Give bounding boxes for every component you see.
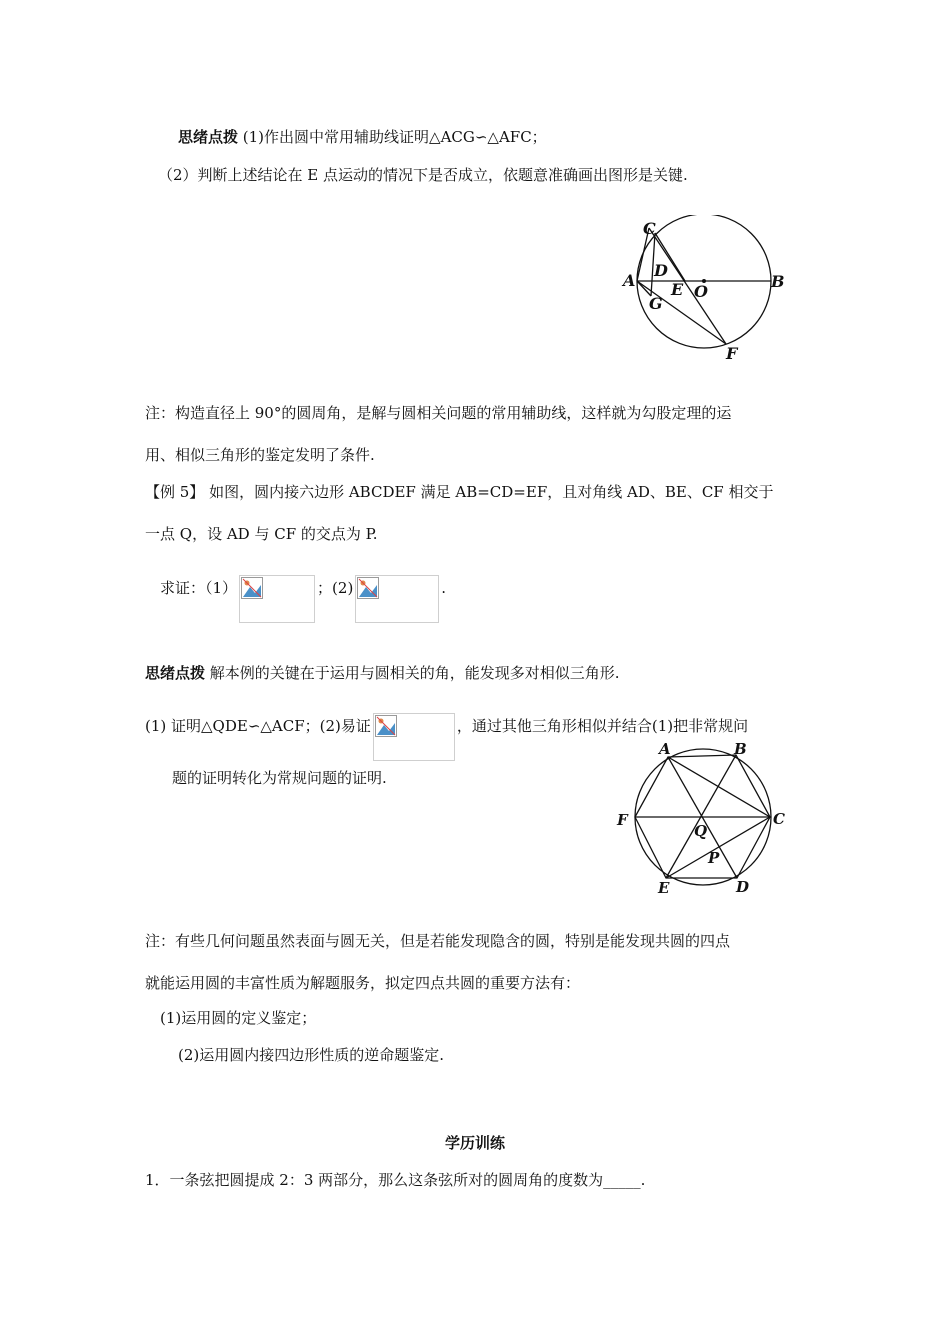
figure2-label-e: E — [658, 879, 670, 897]
hint1-label: 思绪点拨 — [178, 128, 239, 146]
broken-image-icon — [357, 577, 379, 599]
hint1-line2: （2）判断上述结论在 E 点运动的情况下是否成立，依题意准确画出图形是关键. — [158, 166, 688, 184]
figure1-label-a: A — [623, 271, 636, 290]
example5-line2: 一点 Q，设 AD 与 CF 的交点为 P. — [145, 525, 378, 543]
example5-prove — [160, 575, 446, 623]
hint2-line — [145, 663, 620, 683]
note2-item1: (1)运用圆的定义鉴定； — [160, 1009, 317, 1027]
figure1-label-f: F — [726, 344, 738, 363]
figure2-label-a: A — [659, 740, 671, 758]
training-title: 学历训练 — [444, 1134, 505, 1152]
hint2-line2: 题的证明转化为常规问题的证明. — [172, 769, 387, 787]
hint1-line1 — [178, 127, 547, 147]
figure2-label-c: C — [773, 810, 785, 828]
hint2-line1a: (1) 证明△QDE∽△ACF；(2)易证 — [145, 717, 371, 735]
prove-end: . — [441, 579, 447, 597]
hint2-line1b: ，通过其他三角形相似并结合(1)把非常规问 — [456, 717, 749, 735]
note1-line1: 注：构造直径上 90°的圆周角，是解与圆相关问题的常用辅助线，这样就为勾股定理的运 — [145, 404, 732, 422]
note2-line1: 注：有些几何问题虽然表面与圆无关，但是若能发现隐含的圆，特别是能发现共圆的四点 — [145, 932, 731, 950]
note2-line2: 就能运用圆的丰富性质为解题服务，拟定四点共圆的重要方法有： — [145, 974, 581, 992]
figure1-circle-diagram — [615, 215, 795, 365]
prove-separator: ；(2) — [317, 579, 354, 597]
training-question-1: 1．一条弦把圆提成 2：3 两部分，那么这条弦所对的圆周角的度数为_____. — [145, 1171, 646, 1189]
note1-line2: 用、相似三角形的鉴定发明了条件. — [145, 446, 375, 464]
figure1-label-g: G — [649, 294, 663, 313]
figure1-label-c: C — [643, 219, 656, 238]
figure2-label-b: B — [734, 740, 747, 758]
figure2-label-q: Q — [694, 822, 708, 840]
figure2-diagonal-ac — [668, 757, 770, 817]
example5-line1: 【例 5】 如图，圆内接六边形 ABCDEF 满足 AB=CD=EF，且对角线 AD、BE、CF 相交于 — [145, 483, 774, 501]
hint2-label: 思绪点拨 — [145, 664, 206, 682]
hint2-text: 解本例的关键在于运用与圆相关的角，能发现多对相似三角形. — [205, 664, 620, 682]
figure2-label-d: D — [736, 878, 750, 896]
formula-image-2 — [355, 575, 439, 623]
broken-image-icon — [241, 577, 263, 599]
broken-image-icon — [375, 715, 397, 737]
figure2-label-f: F — [617, 811, 628, 829]
figure1-label-b: B — [771, 272, 785, 291]
figure1-label-e: E — [671, 280, 684, 299]
figure2-diagonal-ec — [666, 817, 770, 878]
figure1-chord-cf — [649, 228, 726, 344]
figure1-label-d: D — [654, 261, 668, 280]
formula-image-3 — [373, 713, 455, 761]
note2-item2: (2)运用圆内接四边形性质的逆命题鉴定. — [178, 1046, 445, 1064]
figure2-label-p: P — [708, 849, 720, 867]
figure2-hexagon-diagram — [612, 738, 792, 898]
formula-image-1 — [239, 575, 315, 623]
figure1-label-o: O — [694, 282, 708, 301]
prove-label: 求证：（1） — [160, 579, 238, 597]
hint1-text: (1)作出圆中常用辅助线证明△ACG∽△AFC； — [238, 128, 547, 146]
